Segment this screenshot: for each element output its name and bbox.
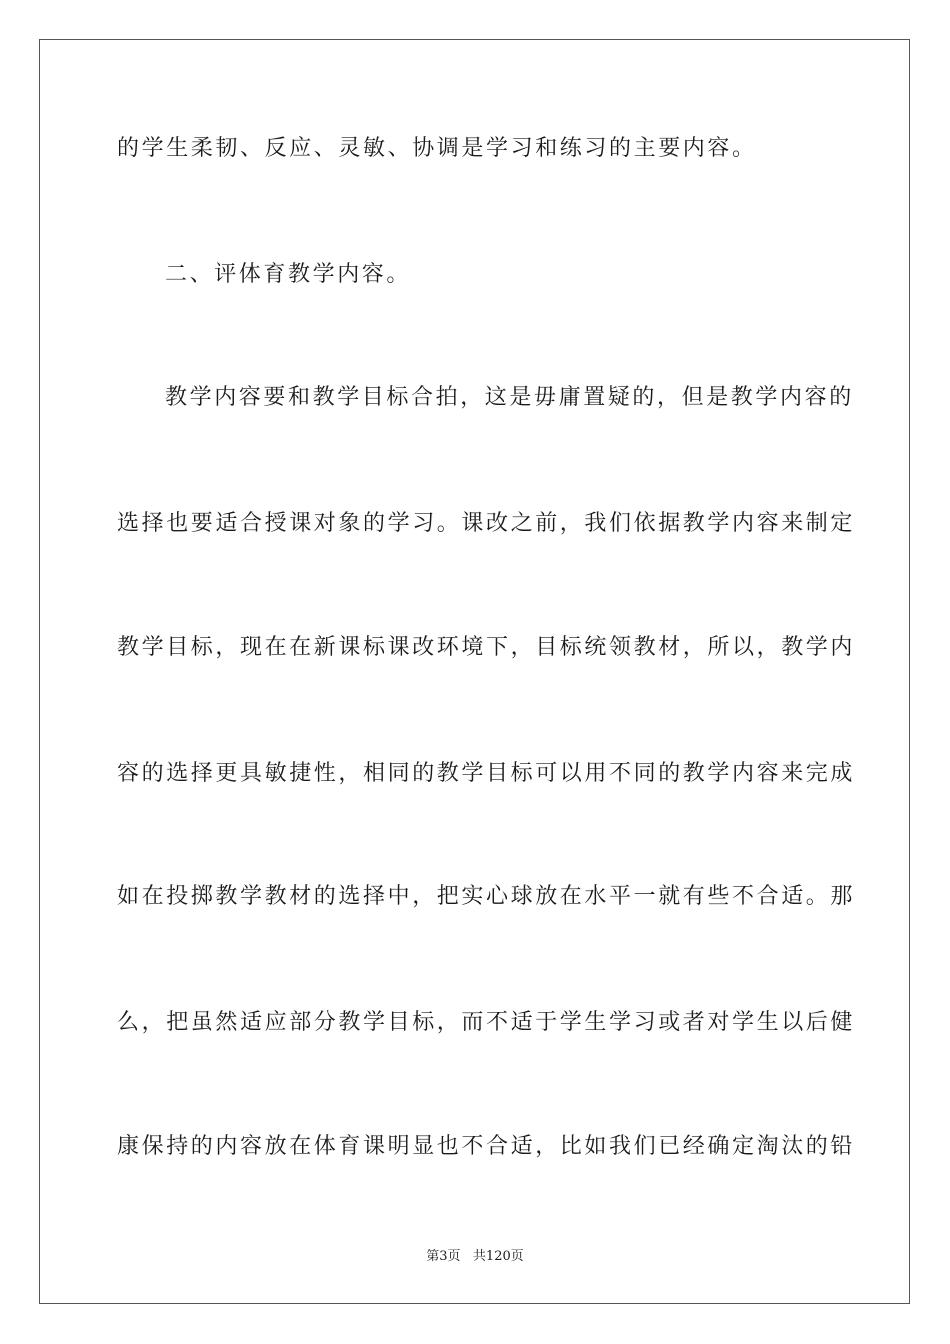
page-border — [39, 39, 910, 1304]
paragraph-line-3: 选择也要适合授课对象的学习。课改之前，我们依据教学内容来制定 — [117, 511, 856, 536]
paragraph-line-4: 教学目标，现在在新课标课改环境下，目标统领教材，所以，教学内 — [117, 635, 856, 660]
paragraph-line-1: 的学生柔韧、反应、灵敏、协调是学习和练习的主要内容。 — [117, 136, 757, 161]
paragraph-line-5: 容的选择更具敏捷性，相同的教学目标可以用不同的教学内容来完成 — [117, 761, 856, 786]
paragraph-line-8: 康保持的内容放在体育课明显也不合适，比如我们已经确定淘汰的铅 — [117, 1134, 856, 1159]
page-number-footer: 第3页 共120页 — [426, 1249, 524, 1264]
paragraph-line-7: 么，把虽然适应部分教学目标，而不适于学生学习或者对学生以后健 — [117, 1010, 856, 1035]
paragraph-line-6: 如在投掷教学教材的选择中，把实心球放在水平一就有些不合适。那 — [117, 884, 856, 909]
section-heading: 二、评体育教学内容。 — [165, 262, 412, 287]
paragraph-line-2: 教学内容要和教学目标合拍，这是毋庸置疑的，但是教学内容的 — [165, 385, 854, 410]
